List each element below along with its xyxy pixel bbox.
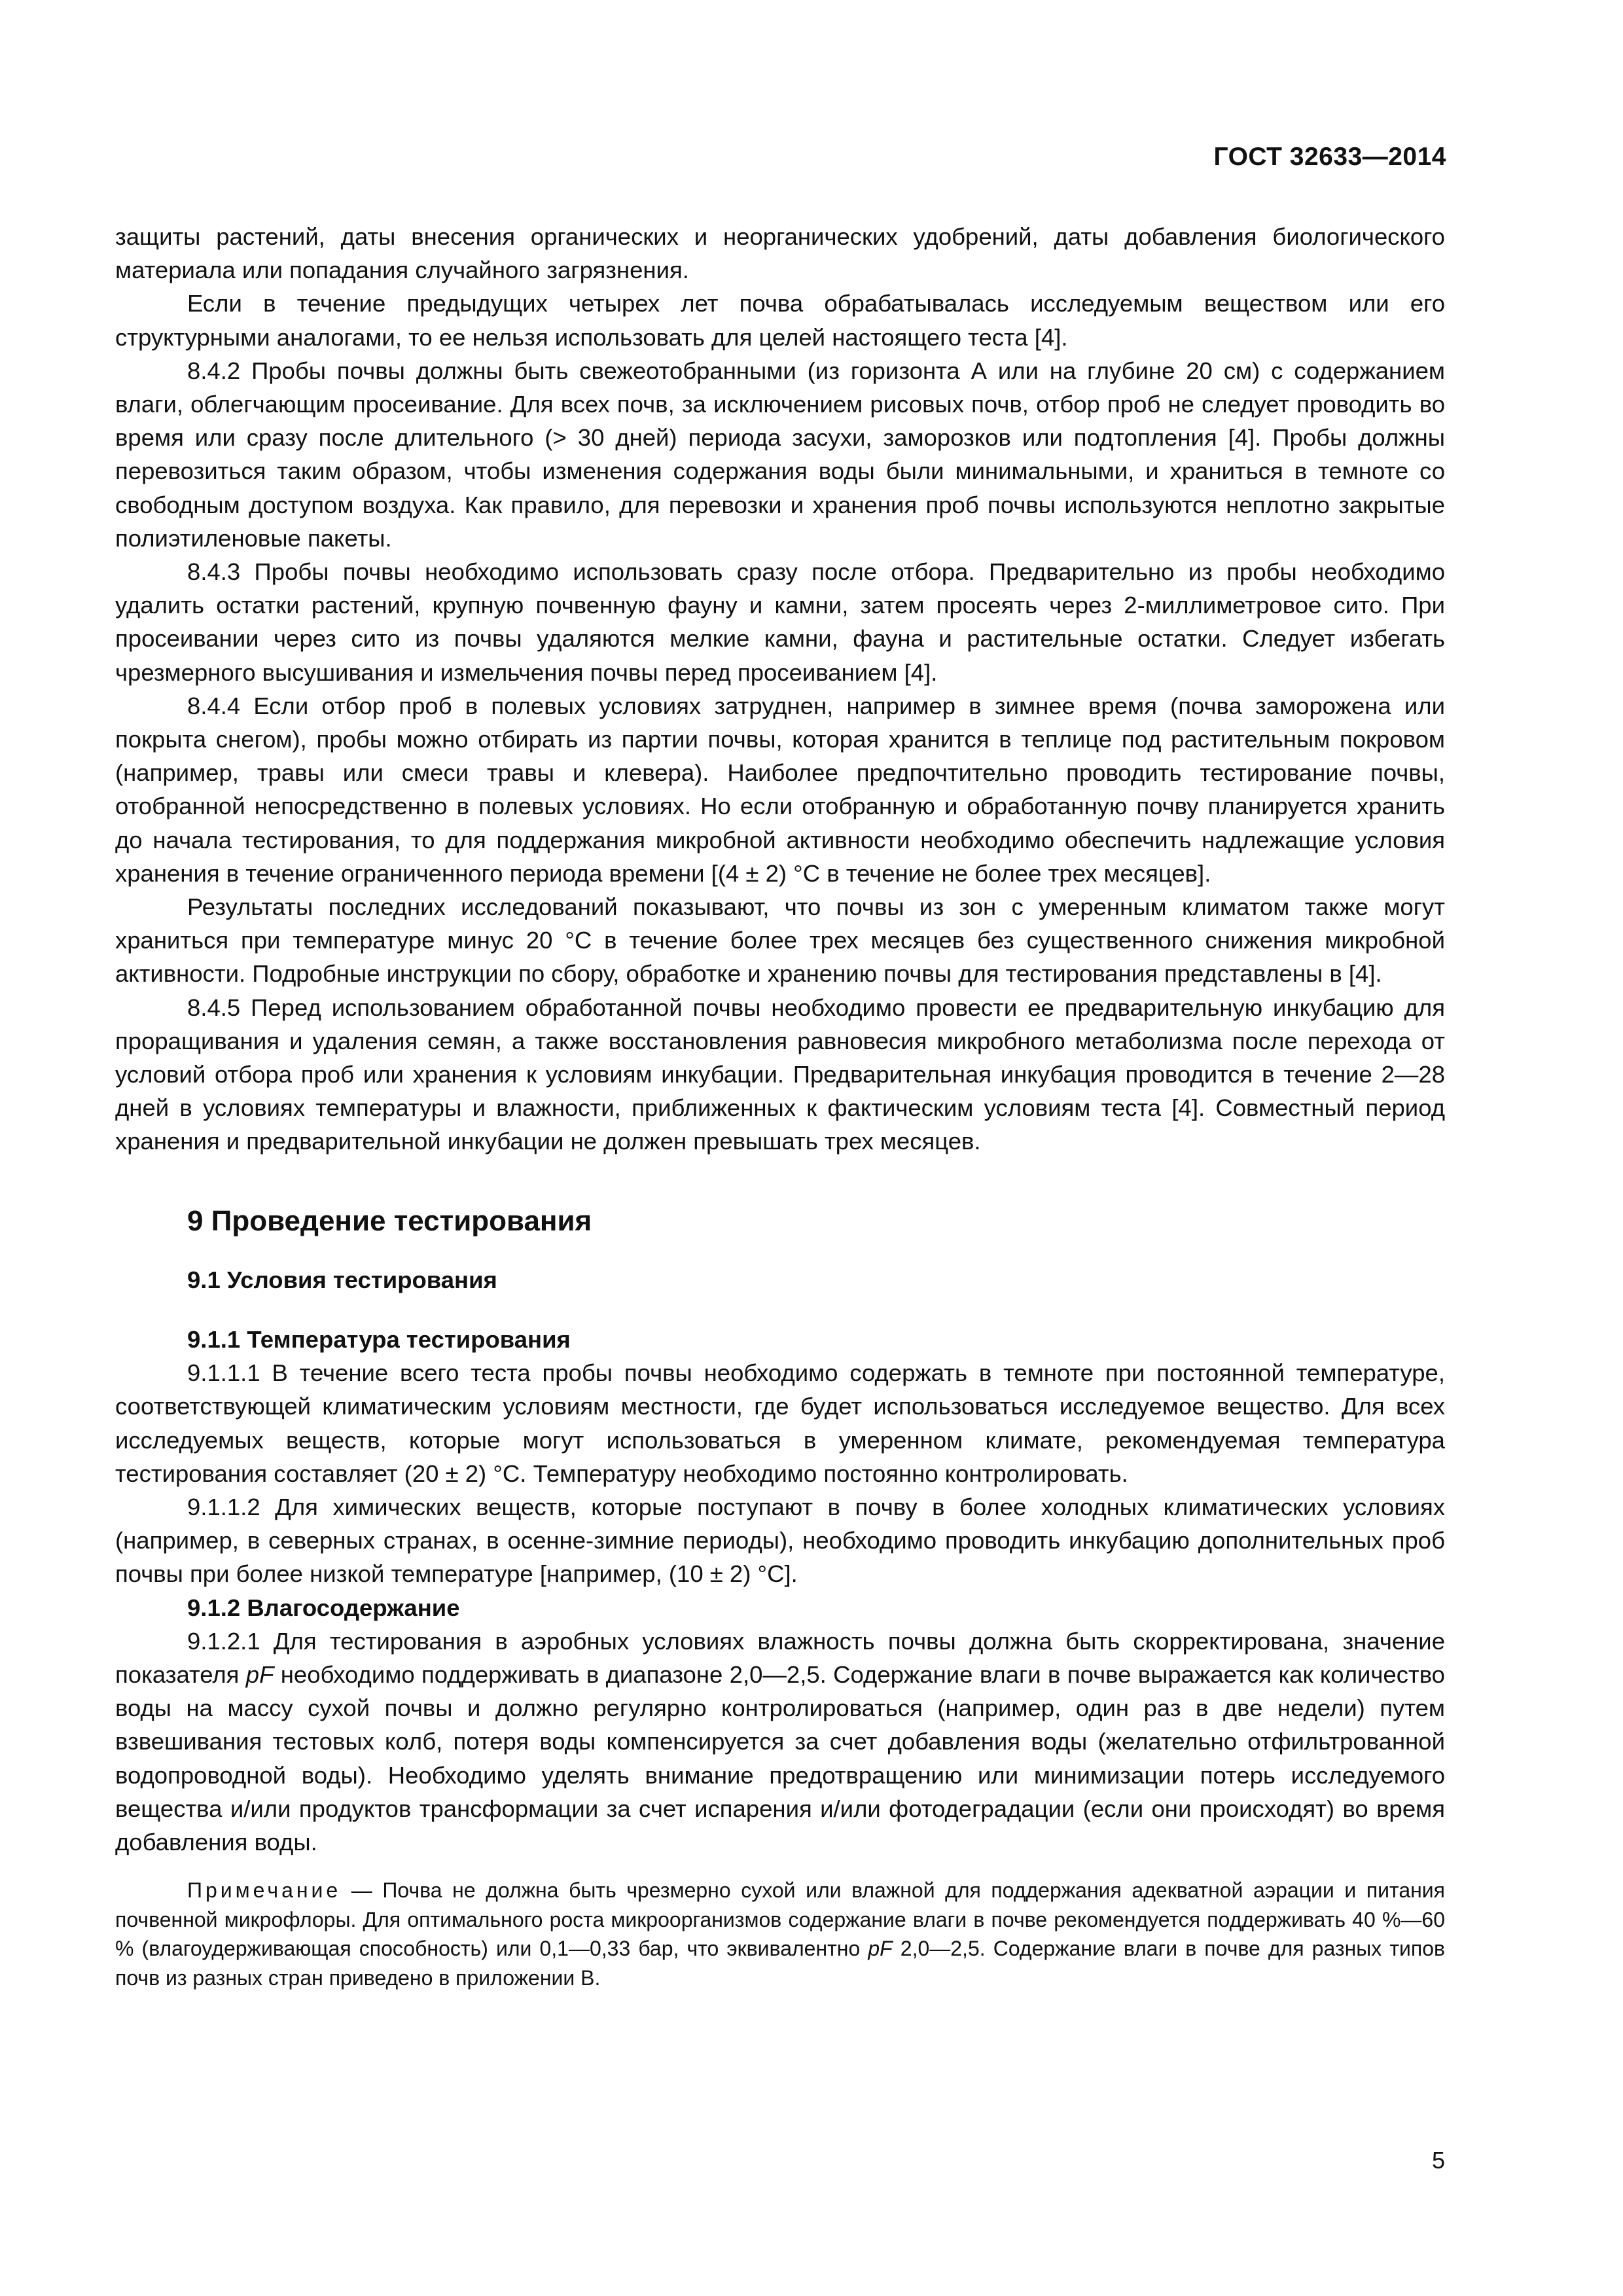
paragraph-9-1-2-1	[115, 1624, 1445, 1859]
pf-symbol: pF	[245, 1660, 274, 1688]
paragraph-9-1-1-1: 9.1.1.1 В течение всего теста пробы почвы необходимо содержать в темноте при постоянной температуре, соответствующей климатическим условиям местности, где будет использоваться исследуемое вещество. Для всех исследуемых веществ, которые могут использоваться в умеренном климате, рекомендуемая температура тестирования составляет (20 ± 2) °С. Температуру необходимо постоянно контролировать.	[115, 1359, 1445, 1487]
section-9-1-heading: 9.1 Условия тестирования	[187, 1266, 497, 1293]
paragraph-9-1-1-2: 9.1.1.2 Для химических веществ, которые поступают в почву в более холодных климатических условиях (например, в северных странах, в осенне-зимние периоды), необходимо проводить инкубацию дополнительных проб почвы при более низкой температуре [например, (10 ± 2) °С].	[115, 1493, 1445, 1588]
section-9-heading: 9 Проведение тестирования	[187, 1204, 592, 1237]
note-label: Примечание	[187, 1878, 342, 1903]
paragraph-previous-years: Если в течение предыдущих четырех лет почва обрабатывалась исследуемым веществом или его структурными аналогами, то ее нельзя использовать для целей настоящего теста [4].	[115, 290, 1445, 351]
note-part-a: — Почва не должна быть чрезмерно сухой или влажной для поддержания адекватной аэрации и питания почвенной микрофлоры. Для оптимального роста микроорганизмов содержание влаги в почве рекомендуется поддерживать 40 %—60 % (влагоудерживающая способность) или 0,1—0,33 бар, что эквивалентно	[115, 1878, 1445, 1961]
section-9-1-1-heading: 9.1.1 Температура тестирования	[187, 1325, 571, 1353]
paragraph-continuation: защиты растений, даты внесения органических и неорганических удобрений, даты добавления биологического материала или попадания случайного загрязнения.	[115, 223, 1445, 284]
paragraph-9-1-2-1-part-b: необходимо поддерживать в диапазоне 2,0—2,5. Содержание влаги в почве выражается как количество воды на массу сухой почвы и должно регулярно контролироваться (например, один раз в две недели) путем взвешивания тестовых колб, потеря воды компенсируется за счет добавления воды (желательно отфильтрованной водопроводной воды). Необходимо уделять внимание предотвращению или минимизации потерь исследуемого вещества и/или продуктов трансформации за счет испарения и/или фотодеградации (если они происходят) во время добавления воды.	[115, 1660, 1445, 1856]
note-part-b: 2,0—2,5. Содержание влаги в почве для разных типов почв из разных стран приведено в приложении В.	[115, 1937, 1445, 1990]
page-content	[115, 220, 1445, 1992]
paragraph-8-4-2: 8.4.2 Пробы почвы должны быть свежеотобранными (из горизонта А или на глубине 20 см) с содержанием влаги, облегчающим просеивание. Для всех почв, за исключением рисовых почв, отбор проб не следует проводить во время или сразу после длительного (> 30 дней) периода засухи, заморозков или подтопления [4]. Пробы должны перевозиться таким образом, чтобы изменения содержания воды были минимальными, и храниться в темноте со свободным доступом воздуха. Как правило, для перевозки и хранения проб почвы используются неплотно закрытые полиэтиленовые пакеты.	[115, 357, 1445, 552]
page-number: 5	[1431, 2147, 1445, 2174]
paragraph-8-4-4: 8.4.4 Если отбор проб в полевых условиях затруднен, например в зимнее время (почва заморожена или покрыта снегом), пробы можно отбирать из партии почвы, которая хранится в теплице под растительным покровом (например, травы или смеси травы и клевера). Наиболее предпочтительно проводить тестирование почвы, отобранной непосредственно в полевых условиях. Но если отобранную и обработанную почву планируется хранить до начала тестирования, то для поддержания микробной активности необходимо обеспечить надлежащие условия хранения в течение ограниченного периода времени [(4 ± 2) °С в течение не более трех месяцев].	[115, 692, 1445, 887]
paragraph-8-4-5: 8.4.5 Перед использованием обработанной почвы необходимо провести ее предварительную инкубацию для проращивания и удаления семян, а также восстановления равновесия микробного метаболизма после перехода от условий отбора проб или хранения к условиям инкубации. Предварительная инкубация проводится в течение 2—28 дней в условиях температуры и влажности, приближенных к фактическим условиям теста [4]. Совместный период хранения и предварительной инкубации не должен превышать трех месяцев.	[115, 994, 1445, 1155]
paragraph-9-1-2-1-part-a: 9.1.2.1 Для тестирования в аэробных условиях влажность почвы должна быть скорректирована, значение показателя	[115, 1627, 1445, 1688]
note-paragraph	[115, 1876, 1445, 1992]
paragraph-8-4-3: 8.4.3 Пробы почвы необходимо использовать сразу после отбора. Предварительно из пробы необходимо удалить остатки растений, крупную почвенную фауну и камни, затем просеять через 2-миллиметровое сито. При просеивании через сито из почвы удаляются мелкие камни, фауна и растительные остатки. Следует избегать чрезмерного высушивания и измельчения почвы перед просеиванием [4].	[115, 558, 1445, 686]
section-9-1-2-heading: 9.1.2 Влагосодержание	[187, 1594, 460, 1621]
paragraph-results: Результаты последних исследований показывают, что почвы из зон с умеренным климатом также могут храниться при температуре минус 20 °С в течение более трех месяцев без существенного снижения микробной активности. Подробные инструкции по сбору, обработке и хранению почвы для тестирования представлены в [4].	[115, 893, 1445, 988]
note-pf-symbol: pF	[868, 1937, 893, 1961]
document-code-header: ГОСТ 32633—2014	[1213, 143, 1446, 171]
